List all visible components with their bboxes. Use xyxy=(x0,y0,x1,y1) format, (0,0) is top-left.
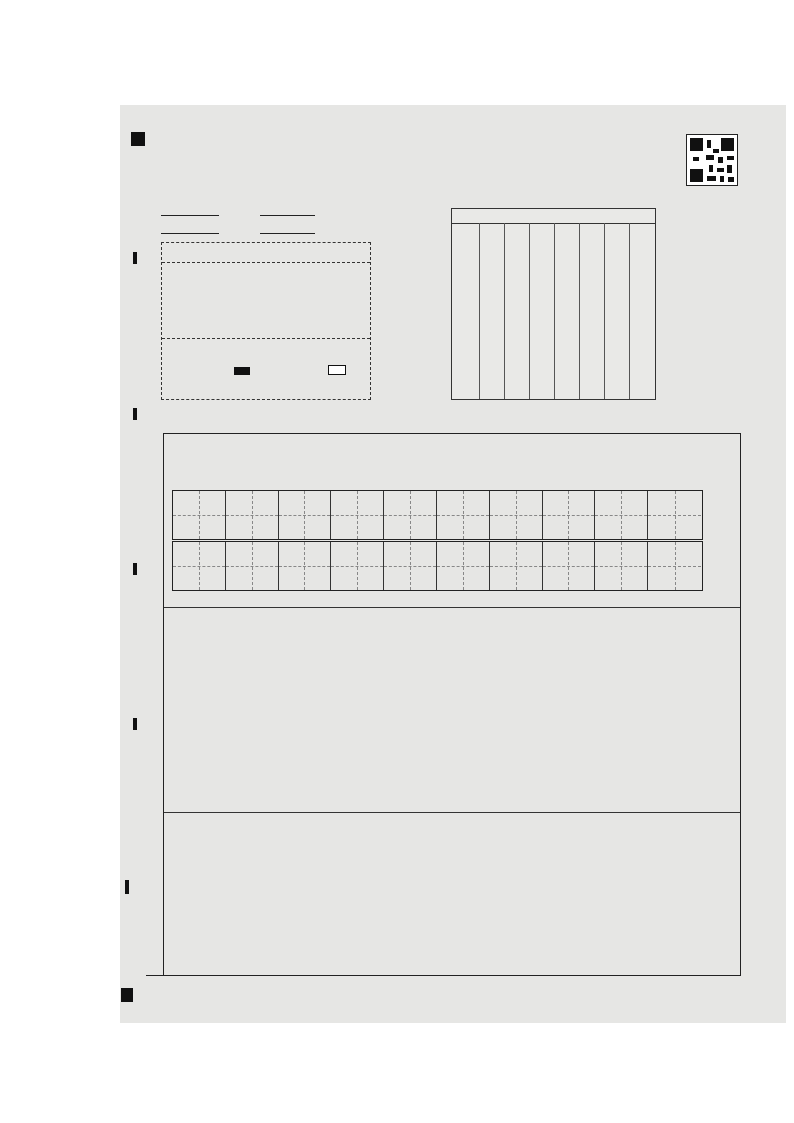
guide-line xyxy=(331,566,383,567)
registration-mark xyxy=(133,563,137,575)
notice-box xyxy=(161,242,371,400)
ticket-digit-column xyxy=(479,223,505,399)
writing-cell[interactable] xyxy=(226,542,279,590)
writing-cell[interactable] xyxy=(173,491,226,539)
writing-cell[interactable] xyxy=(173,542,226,590)
guide-line xyxy=(437,566,489,567)
exam-room-field[interactable] xyxy=(161,203,219,216)
writing-cell[interactable] xyxy=(543,542,596,590)
class-field[interactable] xyxy=(260,221,315,234)
writing-grid-row[interactable] xyxy=(172,490,703,540)
exam-room-blank[interactable] xyxy=(161,205,219,216)
absent-checkbox[interactable] xyxy=(328,365,346,375)
name-blank[interactable] xyxy=(161,223,219,234)
divider xyxy=(164,812,740,813)
divider xyxy=(162,338,370,339)
guide-line xyxy=(384,566,436,567)
registration-mark xyxy=(125,880,129,894)
divider xyxy=(146,975,741,976)
writing-cell[interactable] xyxy=(648,542,701,590)
ticket-digit-column xyxy=(579,223,605,399)
ticket-digit-column xyxy=(554,223,580,399)
writing-cell[interactable] xyxy=(595,542,648,590)
divider xyxy=(162,262,370,263)
guide-line xyxy=(595,566,647,567)
ticket-digit-column xyxy=(454,223,480,399)
guide-line xyxy=(226,515,278,516)
registration-mark xyxy=(131,132,145,146)
class-blank[interactable] xyxy=(260,223,315,234)
writing-cell[interactable] xyxy=(490,491,543,539)
writing-cell[interactable] xyxy=(490,542,543,590)
writing-cell[interactable] xyxy=(543,491,596,539)
guide-line xyxy=(279,566,331,567)
registration-mark xyxy=(133,718,137,730)
guide-line xyxy=(595,515,647,516)
filled-mark-icon xyxy=(234,367,250,375)
guide-line xyxy=(226,566,278,567)
ticket-digit-column xyxy=(629,223,654,399)
ticket-digit-column xyxy=(504,223,530,399)
ticket-digit-column xyxy=(604,223,630,399)
qr-code-icon xyxy=(686,134,738,186)
writing-cell[interactable] xyxy=(437,542,490,590)
name-field[interactable] xyxy=(161,221,219,234)
guide-line xyxy=(384,515,436,516)
registration-mark xyxy=(133,252,137,264)
answer-box xyxy=(163,433,741,976)
guide-line xyxy=(648,515,701,516)
writing-cell[interactable] xyxy=(331,491,384,539)
guide-line xyxy=(173,515,225,516)
writing-cell[interactable] xyxy=(279,542,332,590)
divider xyxy=(164,607,740,608)
guide-line xyxy=(490,515,542,516)
writing-cell[interactable] xyxy=(595,491,648,539)
writing-cell[interactable] xyxy=(384,491,437,539)
guide-line xyxy=(173,566,225,567)
writing-cell[interactable] xyxy=(384,542,437,590)
guide-line xyxy=(490,566,542,567)
registration-mark xyxy=(133,408,137,420)
writing-grid-row[interactable] xyxy=(172,541,703,591)
guide-line xyxy=(543,515,595,516)
guide-line xyxy=(331,515,383,516)
writing-cell[interactable] xyxy=(226,491,279,539)
guide-line xyxy=(437,515,489,516)
writing-cell[interactable] xyxy=(279,491,332,539)
ticket-number-grid xyxy=(451,208,656,400)
guide-line xyxy=(279,515,331,516)
writing-cell[interactable] xyxy=(437,491,490,539)
guide-line xyxy=(543,566,595,567)
seat-field[interactable] xyxy=(260,203,315,216)
guide-line xyxy=(648,566,701,567)
writing-cell[interactable] xyxy=(331,542,384,590)
writing-cell[interactable] xyxy=(648,491,701,539)
ticket-title xyxy=(452,209,655,224)
seat-blank[interactable] xyxy=(260,205,315,216)
ticket-digit-column xyxy=(529,223,555,399)
registration-mark xyxy=(121,988,133,1002)
